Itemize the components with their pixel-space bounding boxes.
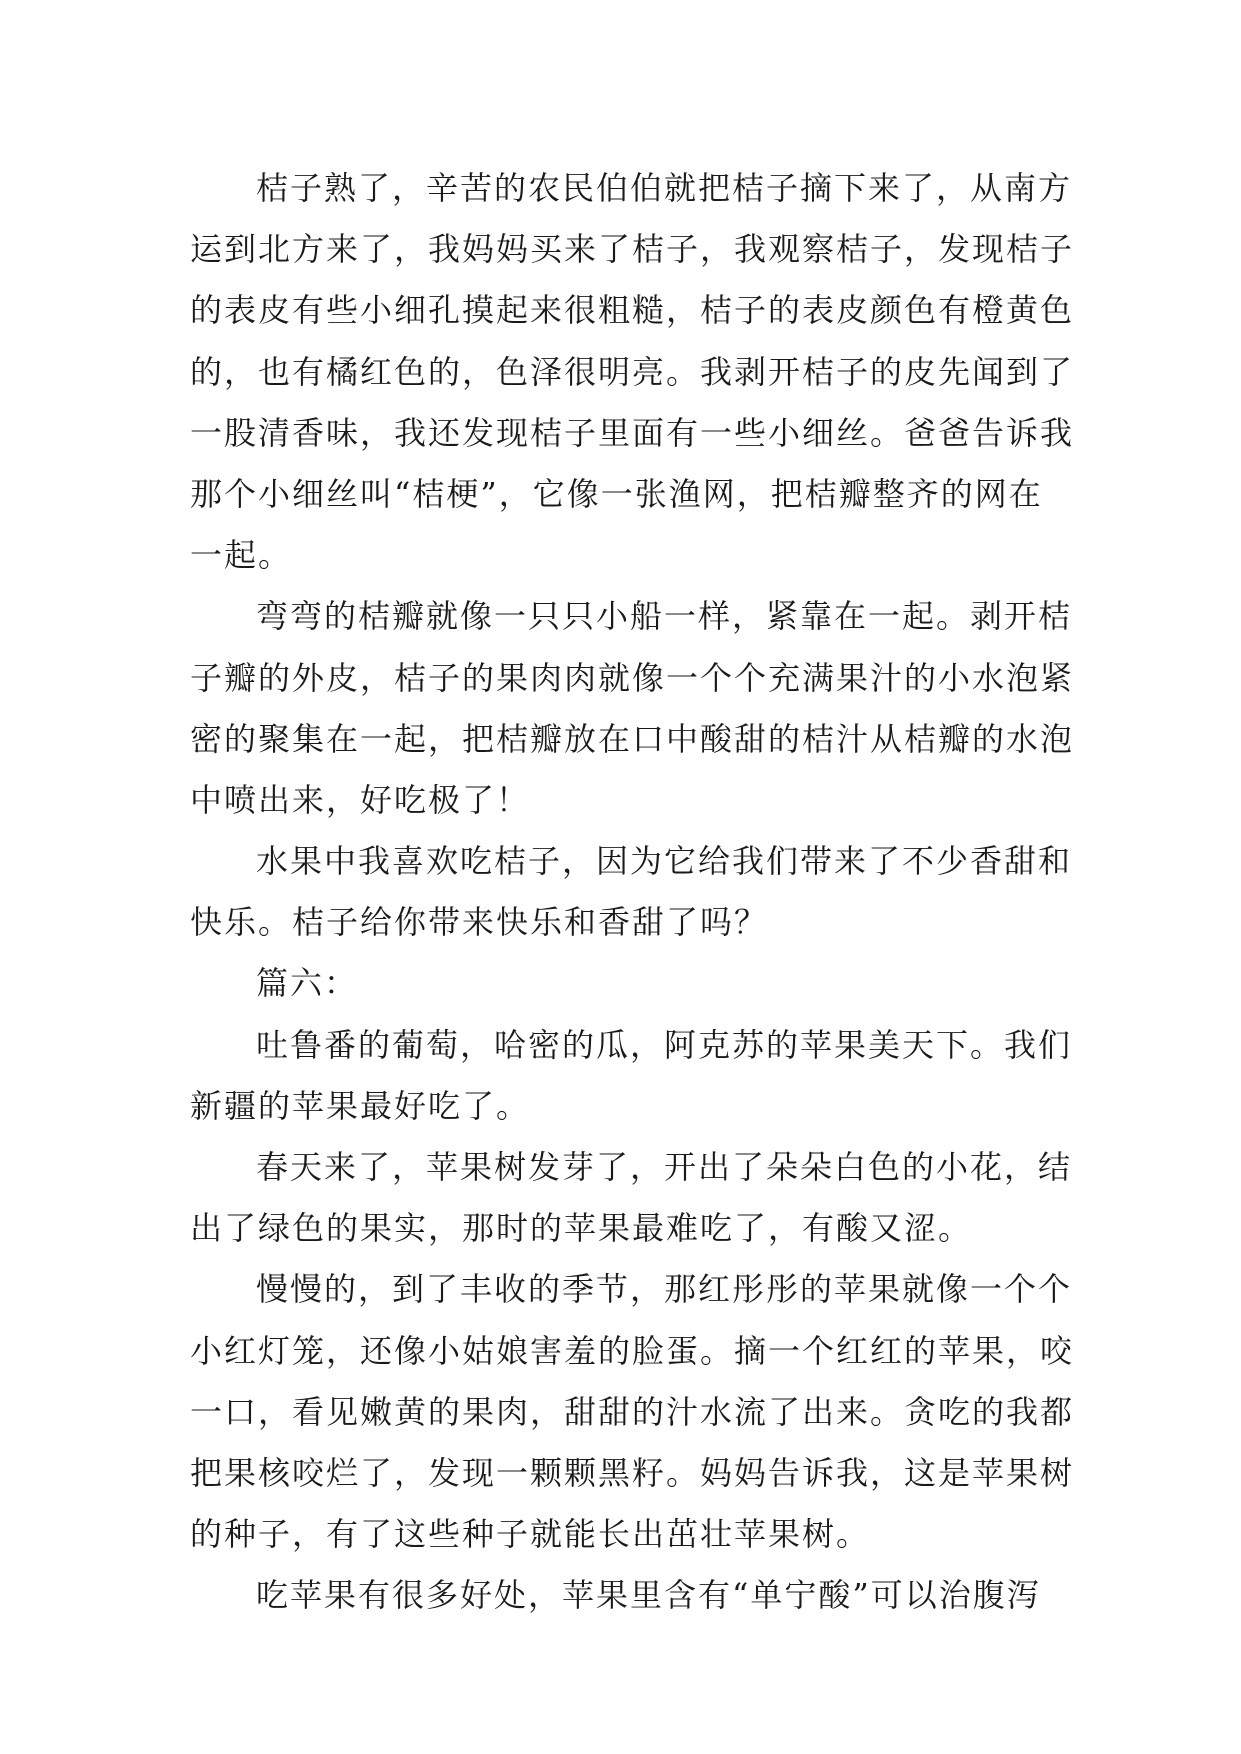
text-line: 一口，看见嫩黄的果肉，甜甜的汁水流了出来。贪吃的我都 xyxy=(190,1392,1075,1431)
text-line: 的，也有橘红色的，色泽很明亮。我剥开桔子的皮先闻到了 xyxy=(190,352,1075,391)
text-line: 桔子熟了，辛苦的农民伯伯就把桔子摘下来了，从南方 xyxy=(256,169,1073,207)
text-line: 新疆的苹果最好吃了。 xyxy=(190,1086,531,1125)
text-line: 一股清香味，我还发现桔子里面有一些小细丝。爸爸告诉我 xyxy=(190,413,1075,452)
section-heading: 篇六： xyxy=(256,964,359,1003)
text-line: 吐鲁番的葡萄，哈密的瓜，阿克苏的苹果美天下。我们 xyxy=(256,1025,1073,1064)
text-line: 的种子，有了这些种子就能长出茁壮苹果树。 xyxy=(190,1515,871,1554)
text-line: 一起。 xyxy=(190,536,293,575)
text-line: 运到北方来了，我妈妈买来了桔子，我观察桔子，发现桔子 xyxy=(190,230,1075,269)
text-line: 子瓣的外皮，桔子的果肉肉就像一个个充满果汁的小水泡紧 xyxy=(190,658,1075,697)
text-line: 弯弯的桔瓣就像一只只小船一样，紧靠在一起。剥开桔 xyxy=(256,597,1073,636)
text-line: 密的聚集在一起，把桔瓣放在口中酸甜的桔汁从桔瓣的水泡 xyxy=(190,719,1075,758)
text-line: 春天来了，苹果树发芽了，开出了朵朵白色的小花，结 xyxy=(256,1148,1073,1186)
text-line: 那个小细丝叫“桔梗”，它像一张渔网，把桔瓣整齐的网在 xyxy=(190,474,1043,513)
text-line: 水果中我喜欢吃桔子，因为它给我们带来了不少香甜和 xyxy=(256,842,1073,881)
document-body xyxy=(190,158,1075,1627)
text-line: 吃苹果有很多好处，苹果里含有“单宁酸”可以治腹泻 xyxy=(256,1576,1041,1615)
text-line: 的表皮有些小细孔摸起来很粗糙，桔子的表皮颜色有橙黄色 xyxy=(190,291,1075,330)
text-line: 出了绿色的果实，那时的苹果最难吃了，有酸又涩。 xyxy=(190,1209,973,1248)
text-line: 小红灯笼，还像小姑娘害羞的脸蛋。摘一个红红的苹果，咬 xyxy=(190,1331,1075,1370)
text-line: 快乐。桔子给你带来快乐和香甜了吗？ xyxy=(190,903,769,942)
text-line: 慢慢的，到了丰收的季节，那红彤彤的苹果就像一个个 xyxy=(256,1270,1073,1309)
text-line: 把果核咬烂了，发现一颗颗黑籽。妈妈告诉我，这是苹果树 xyxy=(190,1453,1075,1492)
text-line: 中喷出来，好吃极了！ xyxy=(190,780,531,819)
